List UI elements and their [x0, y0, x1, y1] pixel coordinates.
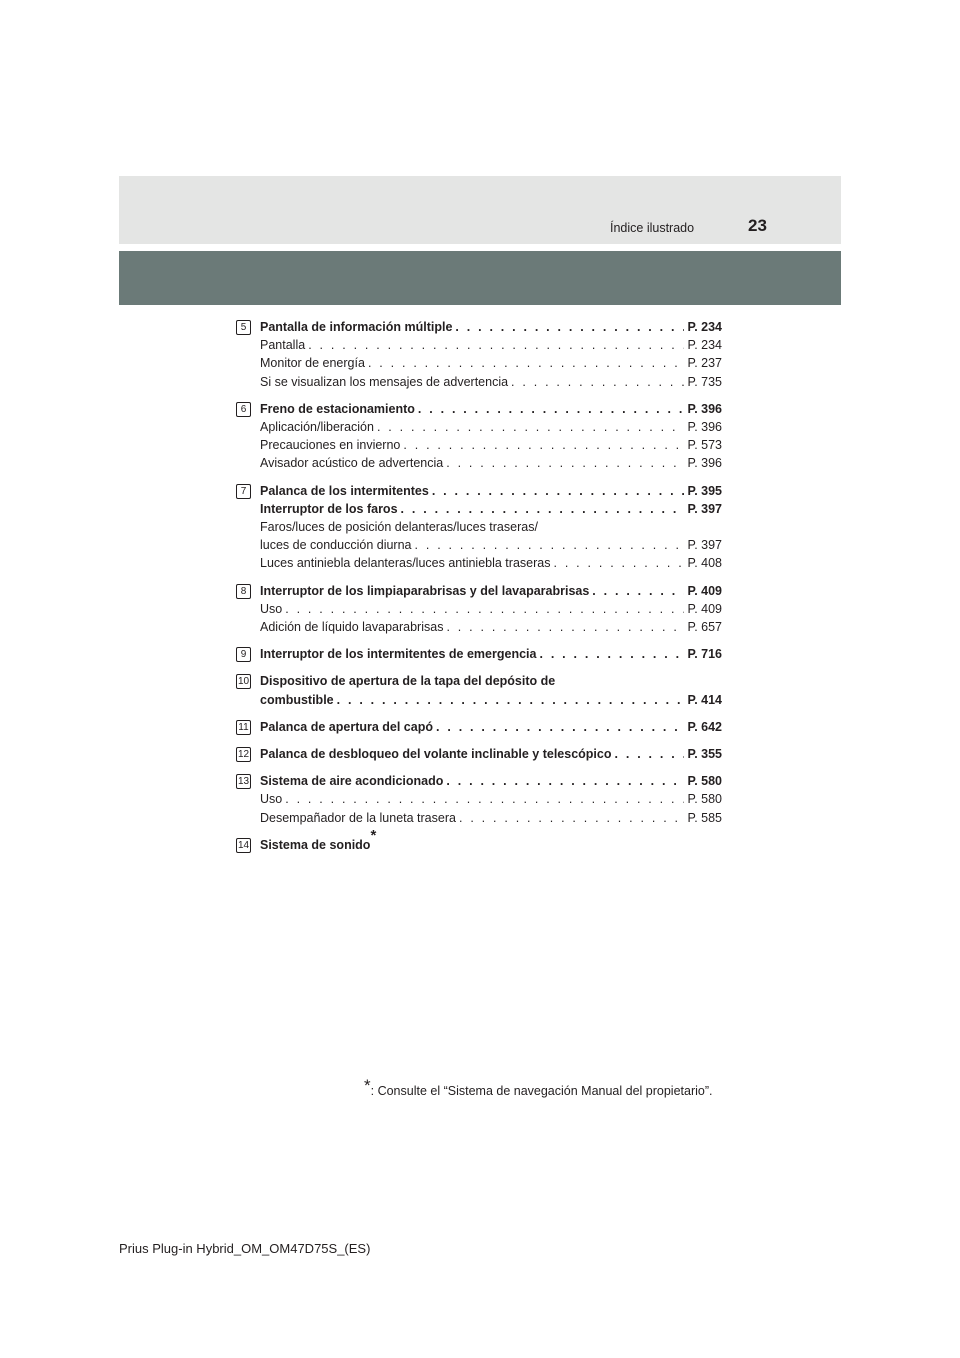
page-reference: P. 657: [687, 620, 722, 635]
index-entries: [236, 318, 722, 854]
page-reference: P. 580: [687, 774, 722, 789]
entry-label: Luces antiniebla delanteras/luces antiniebla traseras: [260, 556, 551, 571]
entry-number-badge: 5: [236, 320, 251, 335]
dot-leader: [455, 318, 684, 336]
entry-heading-line[interactable]: [260, 691, 722, 709]
page-number: 23: [748, 216, 767, 235]
entry-heading-line[interactable]: [260, 826, 722, 854]
entry-label: Uso: [260, 792, 283, 807]
index-entry: [236, 826, 722, 854]
dot-leader: [415, 536, 685, 554]
index-entry: [236, 582, 722, 637]
dot-leader: [418, 400, 685, 418]
dot-leader: [368, 354, 685, 372]
header-top-band: [119, 176, 841, 244]
entry-label: Dispositivo de apertura de la tapa del depósito de: [260, 674, 556, 689]
entry-label: Adición de líquido lavaparabrisas: [260, 620, 444, 635]
dot-leader: [511, 373, 684, 391]
entry-label: Freno de estacionamiento: [260, 401, 415, 416]
page-reference: P. 396: [687, 420, 722, 435]
page-reference: P. 396: [687, 456, 722, 471]
dot-leader: [446, 772, 684, 790]
entry-heading-line[interactable]: [260, 772, 722, 790]
entry-label: luces de conducción diurna: [260, 538, 412, 553]
entry-subitem-line[interactable]: [260, 336, 722, 354]
entry-label: Pantalla de información múltiple: [260, 320, 453, 334]
page-reference: P. 237: [687, 356, 722, 371]
entry-label: Interruptor de los intermitentes de emergencia: [260, 647, 537, 662]
dot-leader: [553, 554, 684, 572]
entry-label: Sistema de sonido: [260, 837, 371, 852]
entry-heading-line[interactable]: [260, 718, 722, 736]
page-reference: P. 397: [687, 538, 722, 553]
page-reference: P. 397: [687, 501, 722, 516]
dot-leader: [401, 500, 685, 518]
entry-heading-line[interactable]: [260, 645, 722, 663]
entry-label: Palanca de apertura del capó: [260, 719, 433, 734]
page-reference: P. 585: [687, 810, 722, 825]
page-reference: P. 716: [687, 647, 722, 662]
page-reference: P. 395: [687, 483, 722, 498]
entry-number-badge: 10: [237, 676, 250, 688]
dot-leader: [308, 336, 684, 354]
dot-leader: [615, 745, 685, 763]
entry-label: Interruptor de los faros: [260, 501, 398, 516]
page-reference: P. 573: [687, 438, 722, 453]
page-reference: P. 409: [687, 583, 722, 598]
dot-leader: [337, 691, 685, 709]
entry-label: Uso: [260, 601, 283, 616]
dot-leader: [436, 718, 684, 736]
entry-subitem-line[interactable]: [260, 790, 722, 808]
index-entry: [236, 482, 722, 573]
entry-subitem-line[interactable]: [260, 354, 722, 372]
dot-leader: [446, 454, 684, 472]
entry-subitem-line[interactable]: [260, 809, 722, 827]
index-entry: [236, 772, 722, 827]
section-title: Índice ilustrado: [610, 221, 695, 235]
entry-heading-line[interactable]: [260, 745, 722, 763]
footer-document-id: Prius Plug-in Hybrid_OM_OM47D75S_(ES): [119, 1241, 371, 1256]
index-entry: [236, 318, 722, 391]
entry-number-badge: 11: [236, 720, 251, 735]
entry-heading-line[interactable]: [260, 672, 722, 690]
header-dark-band: [119, 251, 841, 305]
index-entry: [236, 745, 722, 763]
dot-leader: [432, 482, 685, 500]
index-entry: [236, 400, 722, 473]
index-entry: [236, 718, 722, 736]
entry-label: Interruptor de los limpiaparabrisas y del lavaparabrisas: [260, 583, 590, 598]
entry-subitem-line[interactable]: [260, 418, 722, 436]
entry-label: Si se visualizan los mensajes de advertencia: [260, 374, 509, 389]
entry-subitem-line[interactable]: [260, 518, 722, 536]
dot-leader: [403, 436, 684, 454]
entry-subitem-line[interactable]: [260, 454, 722, 472]
index-entry: [236, 672, 722, 708]
dot-leader: [459, 809, 685, 827]
entry-subitem-line[interactable]: [260, 618, 722, 636]
page-reference: P. 414: [687, 692, 722, 707]
dot-leader: [285, 790, 684, 808]
entry-label: Pantalla: [260, 338, 306, 353]
entry-label: Monitor de energía: [260, 356, 365, 371]
entry-label: Sistema de aire acondicionado: [260, 774, 444, 789]
entry-number-badge: 13: [237, 776, 250, 788]
dot-leader: [377, 418, 685, 436]
entry-subitem-line[interactable]: [260, 536, 722, 554]
footnote-asterisk: *: [364, 1076, 371, 1095]
entry-label: Palanca de desbloqueo del volante inclinable y telescópico: [260, 747, 612, 762]
page-reference: P. 408: [687, 556, 722, 571]
entry-label: Precauciones en invierno: [260, 438, 401, 453]
footnote-reference-asterisk: *: [370, 826, 377, 844]
entry-number-badge: 6: [236, 402, 251, 417]
entry-heading-line[interactable]: [260, 582, 722, 600]
entry-label: combustible: [260, 692, 334, 707]
entry-subitem-line[interactable]: [260, 373, 722, 391]
entry-subitem-line[interactable]: [260, 600, 722, 618]
entry-number-badge: 7: [236, 484, 251, 499]
entry-label: Palanca de los intermitentes: [260, 483, 429, 498]
entry-subitem-line[interactable]: [260, 436, 722, 454]
entry-label: Desempañador de la luneta trasera: [260, 810, 456, 825]
dot-leader: [446, 618, 684, 636]
entry-number-badge: 9: [236, 647, 251, 662]
footnote-text: : Consulte el “Sistema de navegación Manual del propietario”.: [370, 1084, 713, 1098]
entry-label: Aplicación/liberación: [260, 420, 374, 435]
page-reference: P. 642: [687, 719, 722, 734]
entry-heading-line[interactable]: [260, 400, 722, 418]
index-entry: [236, 645, 722, 663]
page-reference: P. 409: [687, 601, 722, 616]
entry-heading-line[interactable]: [260, 482, 722, 500]
page-reference: P. 234: [687, 338, 722, 353]
entry-number-badge: 14: [237, 839, 250, 851]
entry-number-badge: 8: [236, 584, 251, 599]
page-reference: P. 396: [687, 401, 722, 416]
entry-heading-line[interactable]: [260, 500, 722, 518]
page-reference: P. 355: [687, 747, 722, 762]
footnote: [364, 1076, 713, 1100]
dot-leader: [592, 582, 684, 600]
entry-label: Avisador acústico de advertencia: [260, 456, 444, 471]
entry-label: Faros/luces de posición delanteras/luces traseras/: [260, 520, 538, 535]
page-reference: P. 234: [687, 320, 722, 334]
entry-number-badge: 12: [237, 749, 250, 761]
page-reference: P. 735: [687, 374, 722, 389]
dot-leader: [539, 645, 684, 663]
dot-leader: [285, 600, 684, 618]
entry-heading-line[interactable]: [260, 318, 722, 336]
entry-subitem-line[interactable]: [260, 554, 722, 572]
page-reference: P. 580: [687, 792, 722, 807]
